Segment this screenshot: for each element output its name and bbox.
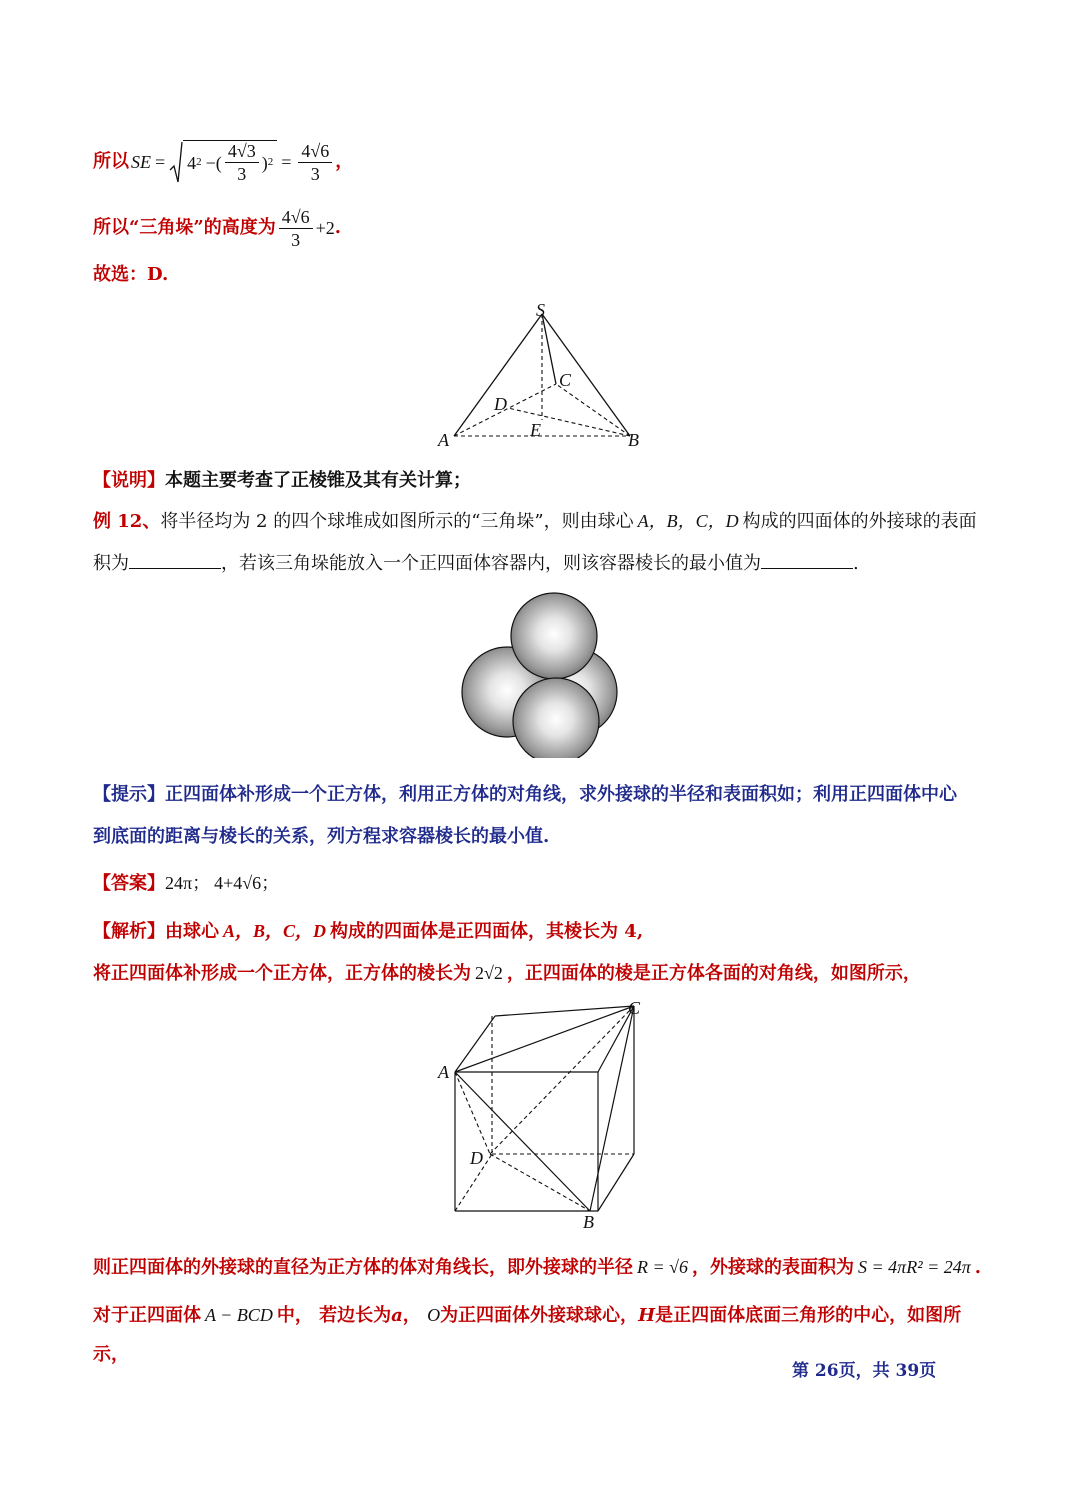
- label-a: A: [438, 430, 449, 450]
- label-c: C: [559, 370, 572, 390]
- label-d: D: [494, 394, 507, 414]
- edge-dc: [490, 1006, 634, 1154]
- radical-sign: 4 2 −( $\frac{4√3}{3}$ ) 2: [169, 140, 277, 184]
- fraction-4rt3-3: $\frac{4√3}{3}$: [225, 142, 259, 183]
- edge-ab: [455, 1072, 590, 1211]
- explain-line: 【说明】本题主要考查了正棱锥及其有关计算；: [93, 470, 471, 491]
- height-statement: 所以“三角垛”的高度为 $\frac{4√6}{3}$ +2 .: [93, 206, 342, 250]
- fraction-height: $\frac{4√6}{3}$: [279, 208, 313, 249]
- fraction-4rt6-3: $\frac{4√6}{3}$: [298, 142, 332, 183]
- tetrahedron-figure: [430, 298, 660, 456]
- edge-db: [490, 1154, 590, 1211]
- label-b: B: [583, 1212, 594, 1232]
- edge-sa: [454, 314, 542, 436]
- label-a: A: [438, 1062, 449, 1082]
- edge-sb: [542, 314, 630, 436]
- page-number: 第 26页，共 39页: [792, 1361, 937, 1381]
- analysis-line-3: 则正四面体的外接球的直径为正方体的体对角线长，即外接球的半径 R = √6 ，外接球的表面积为 S = 4πR² = 24π .: [93, 1257, 982, 1278]
- label-d: D: [470, 1148, 483, 1168]
- edge-bc: [556, 384, 630, 436]
- choice-answer: 故选：D.: [93, 264, 169, 285]
- label-b: B: [628, 430, 639, 450]
- edge-bd: [508, 408, 630, 436]
- edge-ad: [455, 1072, 490, 1154]
- hint-line-2: 到底面的距离与棱长的关系，列方程求容器棱长的最小值.: [93, 826, 550, 847]
- analysis-line-4: 对于正四面体 A − BCD 中， 若边长为a， O为正四面体外接球球心，H是正四面体底面三角形的中心，如图所: [93, 1305, 962, 1326]
- sphere-top: [511, 593, 597, 679]
- analysis-line-1: 【解析】由球心 A，B，C，D 构成的四面体是正四面体，其棱长为 4,: [93, 921, 644, 942]
- answer-blank-2: [761, 554, 853, 569]
- edge-ac: [455, 1006, 634, 1072]
- answer-line: 【答案】24π； 4+4√6；: [93, 873, 280, 894]
- edge-cb: [590, 1006, 634, 1211]
- label-c: C: [628, 998, 641, 1018]
- example-line-1: 例 12、将半径均为 2 的四个球堆成如图所示的“三角垛”，则由球心 A，B，C，D 构成的四面体的外接球的表面: [93, 511, 977, 532]
- spheres-figure: [455, 588, 625, 758]
- answer-blank-1: [129, 554, 221, 569]
- analysis-line-2: 将正四面体补形成一个正方体，正方体的棱长为 2√2 ，正四面体的棱是正方体各面的对角线，如图所示，: [93, 963, 921, 984]
- hint-line-1: 【提示】正四面体补形成一个正方体，利用正方体的对角线，求外接球的半径和表面积如；利用正四面体中心: [93, 784, 957, 805]
- cube-figure: [430, 994, 660, 1234]
- label-s: S: [536, 300, 545, 320]
- example-line-2: 积为 ，若该三角垛能放入一个正四面体容器内，则该容器棱长的最小值为 .: [93, 553, 859, 574]
- label-e: E: [530, 420, 541, 440]
- analysis-line-5: 示，: [93, 1344, 129, 1365]
- formula-se: 所以 SE = 4 2 −( $\frac{4√3}{3}$ ) 2 = $\frac{4√6}{3}$ ，: [93, 140, 354, 184]
- sphere-front: [513, 678, 599, 758]
